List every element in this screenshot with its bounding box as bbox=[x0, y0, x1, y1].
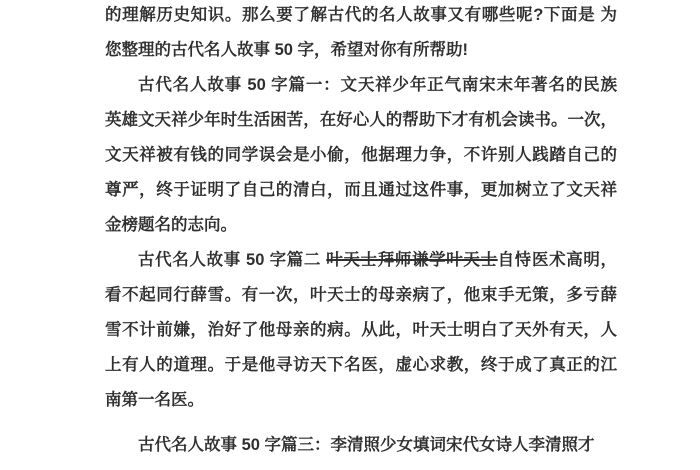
text-line: 金榜题名的志向。 bbox=[105, 216, 237, 234]
text-line: 古代名人故事 50 字篇一：文天祥少年正气南宋末年著名的民族 bbox=[138, 76, 617, 94]
text-line: 雪不计前嫌，治好了他母亲的病。从此，叶天士明白了天外有天，人 bbox=[105, 321, 617, 339]
text-line: 文天祥被有钱的同学误会是小偷，他据理力争，不许别人践踏自己的 bbox=[105, 146, 617, 164]
text-segment: 古代名人故事 50 字篇二 bbox=[138, 251, 327, 269]
strikethrough-text: 叶天士拜师谦学叶天士 bbox=[326, 251, 498, 269]
text-segment: 自恃医术高明， bbox=[497, 251, 617, 269]
text-line: 上有人的道理。于是他寻访天下名医，虚心求教，终于成了真正的江 bbox=[105, 356, 617, 374]
text-line: 古代名人故事 50 字篇三：李清照少女填词宋代女诗人李清照才 bbox=[138, 436, 595, 454]
text-line: 看不起同行薛雪。有一次，叶天士的母亲病了，他束手无策，多亏薛 bbox=[105, 286, 617, 304]
text-line: 您整理的古代名人故事 50 字，希望对你有所帮助! bbox=[105, 41, 469, 59]
document-page bbox=[105, 0, 617, 463]
text-line: 的理解历史知识。那么要了解古代的名人故事又有哪些呢?下面是 为 bbox=[105, 6, 617, 24]
text-line: 南第一名医。 bbox=[105, 391, 204, 409]
text-line bbox=[105, 243, 617, 278]
text-line: 尊严，终于证明了自己的清白，而且通过这件事，更加树立了文天祥 bbox=[105, 181, 617, 199]
text-line: 英雄文天祥少年时生活困苦，在好心人的帮助下才有机会读书。一次， bbox=[105, 111, 617, 129]
